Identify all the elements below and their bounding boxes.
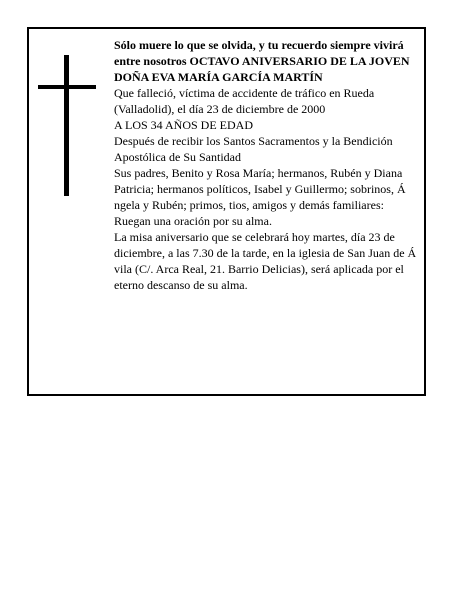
obituary-text: [114, 37, 421, 293]
death-details: Que falleció, víctima de accidente de tráfico en Rueda (Valladolid), el día 23 de diciembre de 2000: [114, 86, 375, 116]
family-line: Sus padres, Benito y Rosa María; hermanos, Rubén y Diana Patricia; hermanos políticos, Isabel y Guillermo; sobrinos, Á ngela y Rubén; primos, tios, amigos y demás familiares:: [114, 166, 406, 212]
sacraments-line: Después de recibir los Santos Sacramentos y la Bendición Apostólica de Su Santidad: [114, 134, 393, 164]
notice-intro: Sólo muere lo que se olvida, y tu recuerdo siempre vivirá entre nosotros OCTAVO ANIVERSARIO DE LA JOVEN: [114, 38, 410, 68]
cross-icon-crossbar: [38, 85, 96, 89]
age-line: A LOS 34 AÑOS DE EDAD: [114, 118, 254, 132]
cross-icon: [64, 55, 69, 196]
deceased-name: DOÑA EVA MARÍA GARCÍA MARTÍN: [114, 70, 323, 84]
mass-details: La misa aniversario que se celebrará hoy martes, día 23 de diciembre, a las 7.30 de la tarde, en la iglesia de San Juan de Á vila (C/. Arca Real, 21. Barrio Delicias), será aplicada por el eterno descanso de su alma.: [114, 230, 417, 292]
prayer-request: Ruegan una oración por su alma.: [114, 214, 272, 228]
